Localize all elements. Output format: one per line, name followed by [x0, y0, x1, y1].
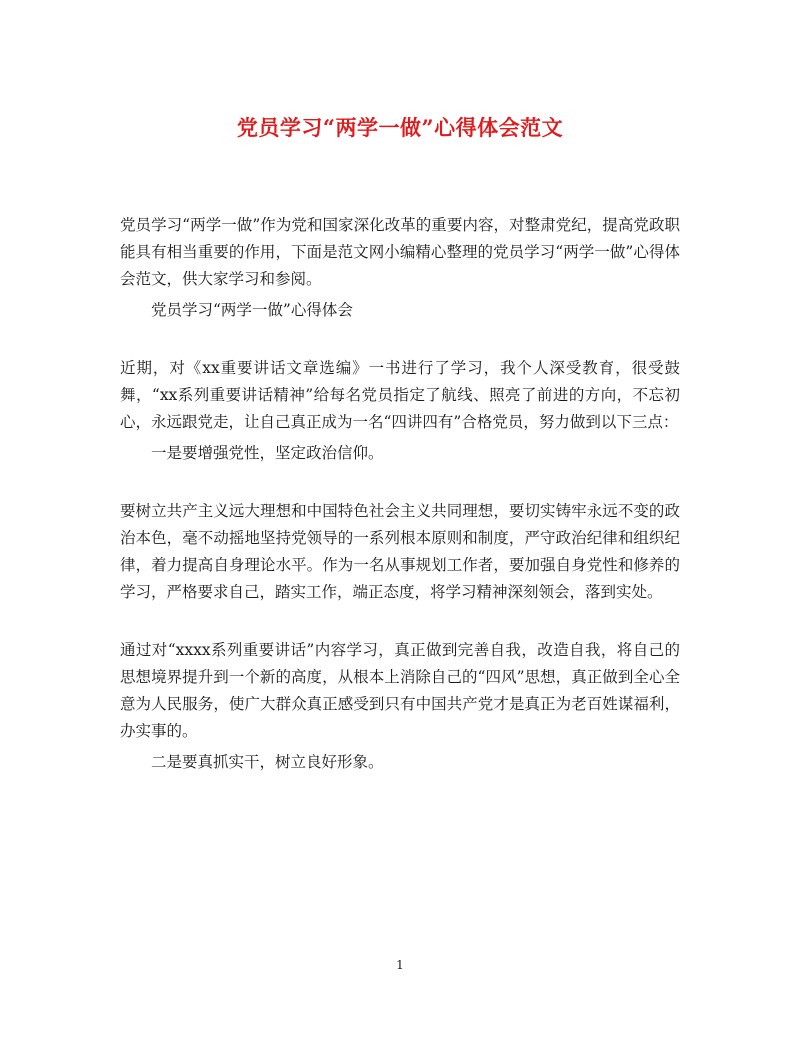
page-number: 1: [396, 958, 404, 972]
intro-paragraph: 党员学习“两学一做”作为党和国家深化改革的重要内容，对整肃党纪，提高党政职能具有相当重要的作用，下面是范文网小编精心整理的党员学习“两学一做”心得体会范文，供大家学习和参阅。: [120, 216, 680, 288]
document-body: [120, 212, 680, 776]
point-heading-2: 二是要真抓实干，树立良好形象。: [151, 753, 384, 771]
document-title: 党员学习“两学一做”心得体会范文: [236, 115, 564, 140]
point-heading-1: 一是要增强党性，坚定政治信仰。: [151, 444, 384, 462]
section-heading: 党员学习“两学一做”心得体会: [151, 301, 353, 319]
body-paragraph-1: 近期，对《xx重要讲话文章选编》一书进行了学习，我个人深受教育，很受鼓舞，“xx系列重要讲话精神”给每名党员指定了航线、照亮了前进的方向，不忘初心，永远跟党走，让自己真正成为一名“四讲四有”合格党员，努力做到以下三点：: [120, 359, 680, 431]
body-paragraph-3: 通过对“xxxx系列重要讲话”内容学习，真正做到完善自我，改造自我，将自己的思想境界提升到一个新的高度，从根本上消除自己的“四风”思想，真正做到全心全意为人民服务，使广大群众真正感受到只有中国共产党才是真正为老百姓谋福利，办实事的。: [120, 641, 680, 740]
body-paragraph-2: 要树立共产主义远大理想和中国特色社会主义共同理想，要切实铸牢永远不变的政治本色，毫不动摇地坚持党领导的一系列根本原则和制度，严守政治纪律和组织纪律，着力提高自身理论水平。作为一名从事规划工作者，要加强自身党性和修养的学习，严格要求自己，踏实工作，端正态度，将学习精神深刻领会，落到实处。: [120, 502, 680, 601]
